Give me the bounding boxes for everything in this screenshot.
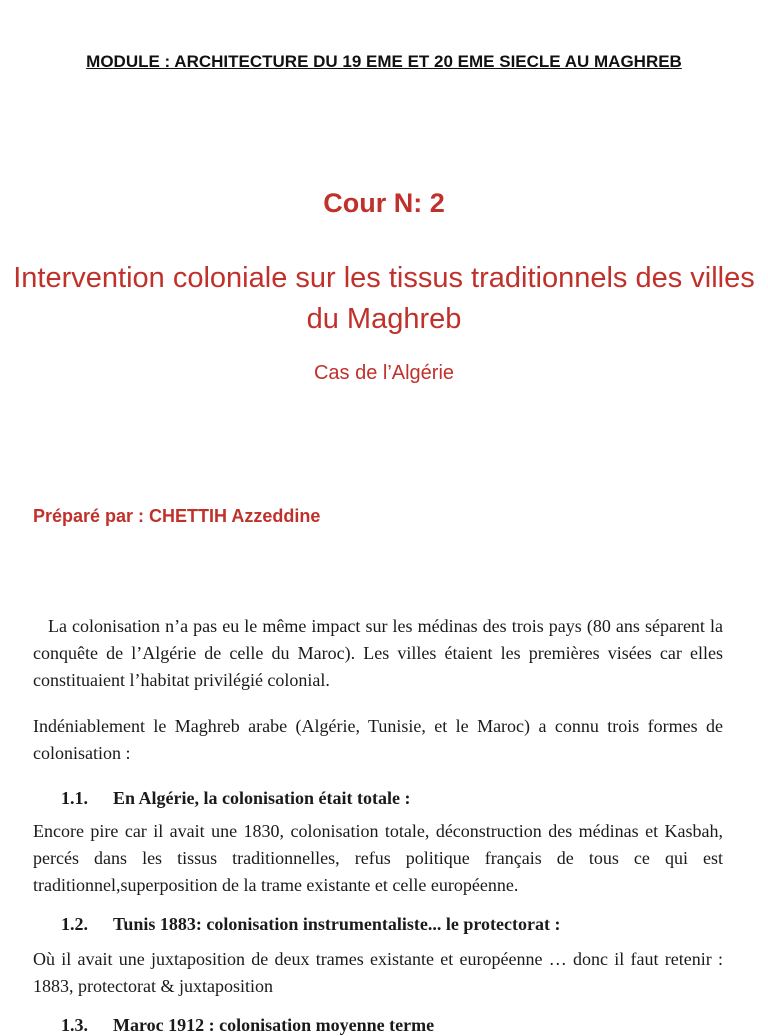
section-heading-1-1	[61, 788, 410, 809]
section-number: 1.1.	[61, 788, 88, 808]
section-number: 1.3.	[61, 1015, 88, 1035]
section-heading-1-3	[61, 1015, 434, 1036]
section-title: Maroc 1912 : colonisation moyenne terme	[113, 1015, 435, 1035]
prepared-by: Préparé par : CHETTIH Azzeddine	[33, 506, 321, 526]
section-title: En Algérie, la colonisation était totale :	[113, 788, 411, 808]
intro-paragraph-2: Indéniablement le Maghreb arabe (Algérie, Tunisie, et le Maroc) a connu trois formes de colonisation :	[33, 716, 723, 763]
section-title: Tunis 1883: colonisation instrumentaliste... le protectorat :	[113, 914, 561, 934]
intro-paragraph-1: La colonisation n’a pas eu le même impact sur les médinas des trois pays (80 ans séparent la conquête de l’Algérie de celle du Maroc). Les villes étaient les premières visées car elles constituaient l’habitat privilégié colonial.	[33, 616, 723, 690]
course-number: Cour N: 2	[323, 188, 445, 218]
section-number: 1.2.	[61, 914, 88, 934]
section-heading-1-2	[61, 914, 561, 935]
module-title: MODULE : ARCHITECTURE DU 19 EME ET 20 EME SIECLE AU MAGHREB	[86, 52, 682, 71]
section-text-1-1: Encore pire car il avait une 1830, colonisation totale, déconstruction des médinas et Kasbah, percés dans les tissus traditionnelles, refus politique français de tous ce qui est traditionnel,superposition de la trame existante et celle européenne.	[33, 821, 723, 895]
subtitle: Cas de l’Algérie	[313, 362, 455, 384]
main-title: Intervention coloniale sur les tissus traditionnels des villes du Maghreb	[13, 262, 755, 335]
section-text-1-2: Où il avait une juxtaposition de deux trames existante et européenne … donc il faut retenir : 1883, protectorat & juxtaposition	[33, 949, 723, 996]
